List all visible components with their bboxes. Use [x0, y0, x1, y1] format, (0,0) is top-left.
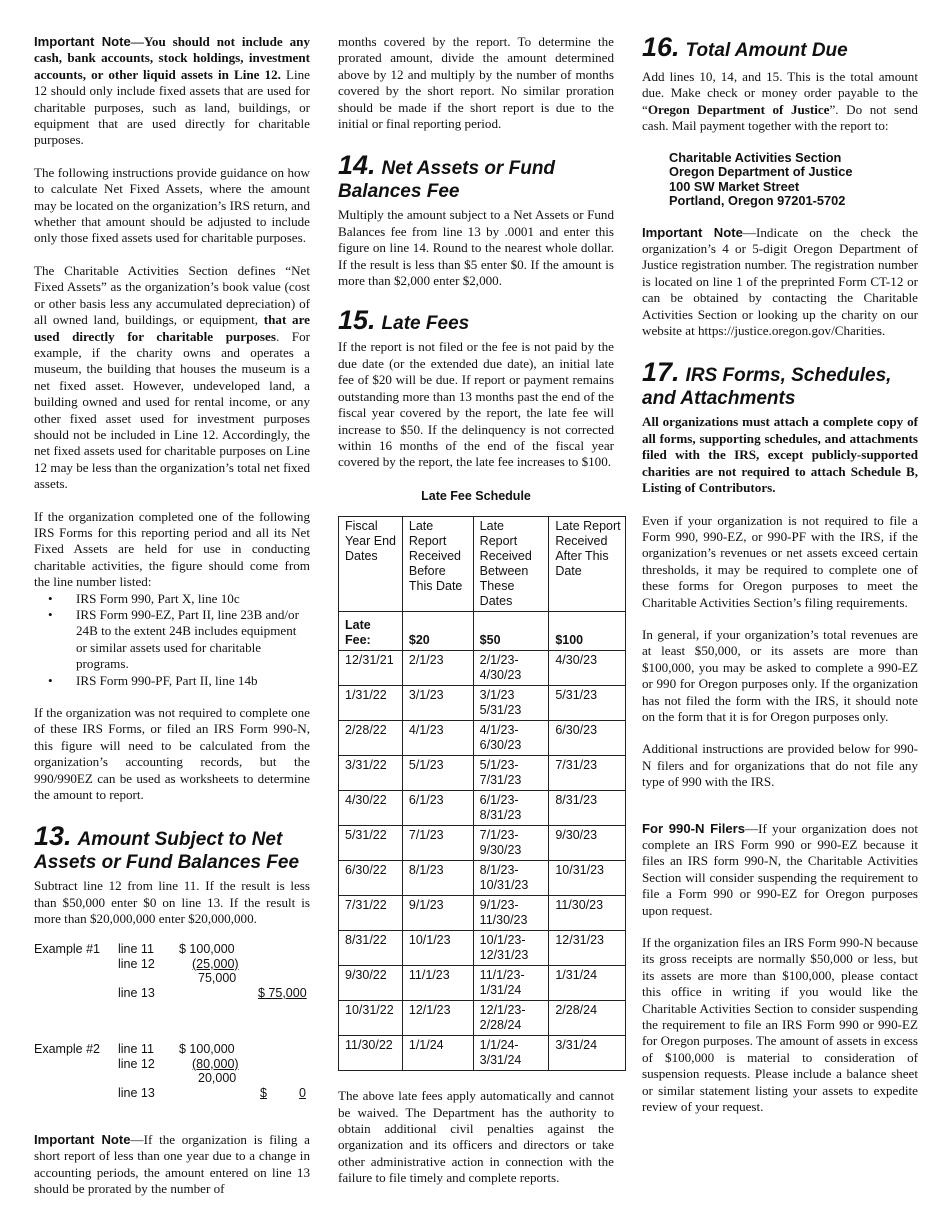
table-cell: 12/1/23- 2/28/24: [473, 1001, 549, 1036]
late-fee-schedule-table: [338, 516, 626, 1071]
section-14-heading: 14. Net Assets or Fund Balances Fee: [338, 150, 556, 203]
guidance-paragraph: The following instructions provide guidance on how to calculate Net Fixed Assets, where the amount may be located on the organization’s IRS return, and whether that amount should be adjusted to include only those fixed assets used for charitable purposes.: [34, 164, 310, 246]
table-header: Late Report Received Before This Date: [402, 517, 473, 612]
table-cell: 4/1/23- 6/30/23: [473, 721, 549, 756]
table-cell: 4/30/22: [339, 791, 403, 826]
table-cell: 5/1/23: [402, 756, 473, 791]
table-cell: 7/31/22: [339, 896, 403, 931]
short-report-continued: months covered by the report. To determine the prorated amount, divide the amount determined above by 12 and multiply by the number of months covered by the short report. No similar proration should be made if the short report is due to the initial or final reporting period.: [338, 34, 614, 132]
section-17-paragraph-2: In general, if your organization’s total revenues are at least $50,000, or its assets are more than $100,000, you may be asked to complete a 990-EZ or 990 for Oregon purposes only. If the organization has not filed the form with the IRS, it should note on the form that it is for Oregon purposes only.: [642, 626, 918, 724]
table-row: [339, 896, 626, 931]
table-header: Fiscal Year End Dates: [339, 517, 403, 612]
table-row: [339, 826, 626, 861]
table-row: [339, 931, 626, 966]
section-15-text: If the report is not filed or the fee is not paid by the due date (or the extended due date), an initial late fee of $20 will be due. If report or payment remains outstanding more than 13 months past the end of the fiscal year covered by the report, the late fee will increase to $50. If the delinquency is not corrected within 16 months of the end of the fiscal year covered by the report, the late fee increases to $100.: [338, 339, 614, 470]
section-17-bold-text: All organizations must attach a complete copy of all forms, supporting schedules, and attachments filed with the IRS, except publicly-supported charities are not required to attach Schedule B, Listing of Contributors.: [642, 414, 918, 496]
table-cell: 9/30/22: [339, 966, 403, 1001]
irs-forms-list: [34, 591, 310, 689]
table-cell: 10/31/22: [339, 1001, 403, 1036]
important-note-registration: Important Note—Indicate on the check the organization’s 4 or 5-digit Oregon Department of Justice registration number. The registration number is located on line 1 of the preprinted Form CT-12 or can be obtained by contacting the Charitable Activities Section or looking up the charity on our website at https://justice.oregon.gov/Charities.: [642, 224, 919, 339]
table-cell: 11/30/22: [339, 1036, 403, 1071]
table-cell: 7/1/23- 9/30/23: [473, 826, 549, 861]
table-cell: 9/30/23: [549, 826, 626, 861]
table-row: [339, 651, 626, 686]
important-note-liquid-assets: Important Note—You should not include any cash, bank accounts, stock holdings, investment accounts, or other liquid assets in Line 12. Line 12 should only include fixed assets that are used for charitable purposes, such as land, buildings, or equipment that are used directly for charitable purposes.: [34, 34, 310, 148]
table-cell: 7/1/23: [402, 826, 473, 861]
table-cell: 8/1/23: [402, 861, 473, 896]
table-row: [339, 861, 626, 896]
table-row: [339, 721, 626, 756]
table-row: [339, 1001, 626, 1036]
section-17-paragraph-1: Even if your organization is not required to file a Form 990, 990-EZ, or 990-PF with the IRS, if the organization’s revenues or net assets exceed certain thresholds, it may be required to complete one of these forms for Oregon purposes to meet the Charitable Activities Section’s filing requirements.: [642, 512, 918, 610]
net-fixed-assets-definition: The Charitable Activities Section defines “Net Fixed Assets” as the organization’s book value (cost or other basis less any accumulated depreciation) of all owned land, buildings, or equipment, that are used directly for charitable purposes. For example, if the charity owns and operates a museum, the building that houses the museum is a net fixed asset. However, undeveloped land, a building owned and used for rental income, or any other fixed asset used for investment purposes should not be included in Line 12. Accordingly, the net fixed assets used for charitable purposes on Line 12 may be less than the organization’s total net fixed assets.: [34, 262, 310, 492]
table-cell: 3/1/23: [402, 686, 473, 721]
table-header: Late Report Received After This Date: [549, 517, 626, 612]
table-cell: 2/28/22: [339, 721, 403, 756]
table-cell: 3/1/23 5/31/23: [473, 686, 549, 721]
column-left: [34, 34, 310, 1197]
table-cell: 5/31/22: [339, 826, 403, 861]
table-cell: $100: [549, 612, 626, 651]
column-middle: [338, 34, 621, 1187]
table-cell: 9/1/23: [402, 896, 473, 931]
table-cell: Late Fee:: [339, 612, 403, 651]
table-cell: 6/30/23: [549, 721, 626, 756]
table-cell: 3/31/22: [339, 756, 403, 791]
table-cell: 12/1/23: [402, 1001, 473, 1036]
column-right: [642, 34, 918, 1116]
section-13-heading: 13. Amount Subject to Net Assets or Fund Balances Fee: [34, 821, 300, 874]
table-cell: 5/1/23- 7/31/23: [473, 756, 549, 791]
table-cell: 9/1/23- 11/30/23: [473, 896, 549, 931]
table-cell: 12/31/21: [339, 651, 403, 686]
section-17-paragraph-3: Additional instructions are provided below for 990-N filers and for organizations that do not file any type of 990 with the IRS.: [642, 741, 918, 790]
table-header-row: [339, 517, 626, 612]
table-cell: 10/1/23- 12/31/23: [473, 931, 549, 966]
late-fees-waiver-text: The above late fees apply automatically and cannot be waived. The Department has the authority to obtain additional civil penalties against the organization and its officers and directors or take other administrative action in connection with the failure to file timely and complete reports.: [338, 1088, 614, 1186]
section-14-text: Multiply the amount subject to a Net Assets or Fund Balances fee from line 13 by .0001 and enter this figure on line 14. Round to the nearest whole dollar. If the result is less than $5 enter $0. If the amount is more than $2,000 enter $2,000.: [338, 207, 614, 289]
table-cell: 8/31/23: [549, 791, 626, 826]
table-row: [339, 756, 626, 791]
example-2: Example #2 line 11 line 12 line 13 $ 100,000 (80,000) 20,000 $ 0: [34, 1041, 306, 1100]
table-row: [339, 791, 626, 826]
irs-forms-paragraph: If the organization completed one of the following IRS Forms for this reporting period and all its Net Fixed Assets are held for use in conducting charitable activities, the figure should come from the line number listed:: [34, 508, 310, 590]
table-cell: 8/1/23- 10/31/23: [473, 861, 549, 896]
table-row: [339, 686, 626, 721]
important-note-short-report: Important Note—If the organization is filing a short report of less than one year due to a change in accounting periods, the amount entered on line 13 should be prorated by the number of: [34, 1131, 310, 1196]
section-15-heading: 15. Late Fees: [338, 305, 470, 336]
table-header: Late Report Received Between These Dates: [473, 517, 549, 612]
table-cell: 1/1/24: [402, 1036, 473, 1071]
late-fee-row: [339, 612, 626, 651]
990n-filers-paragraph: For 990-N Filers—If your organization does not complete an IRS Form 990 or 990-EZ because it files an IRS form 990-N, the Charitable Activities Section will consider suspending the requirement to file a Form 990 or 990-EZ for Oregon purposes upon request.: [642, 820, 918, 918]
list-item: • IRS Form 990-PF, Part II, line 14b: [76, 673, 310, 689]
table-row: [339, 1036, 626, 1071]
table-cell: 11/1/23- 1/31/24: [473, 966, 549, 1001]
table-cell: 2/1/23: [402, 651, 473, 686]
example-1: Example #1 line 11 line 12 line 13 $ 100,000 (25,000) 75,000 $ 75,000: [34, 941, 307, 1000]
table-cell: 10/1/23: [402, 931, 473, 966]
section-16-heading: 16. Total Amount Due: [642, 32, 848, 62]
table-cell: 7/31/23: [549, 756, 626, 791]
table-cell: 2/1/23- 4/30/23: [473, 651, 549, 686]
table-cell: 1/31/24: [549, 966, 626, 1001]
table-cell: 4/30/23: [549, 651, 626, 686]
table-cell: 1/31/22: [339, 686, 403, 721]
table-cell: 1/1/24- 3/31/24: [473, 1036, 549, 1071]
table-cell: 4/1/23: [402, 721, 473, 756]
table-cell: 11/1/23: [402, 966, 473, 1001]
table-cell: 3/31/24: [549, 1036, 626, 1071]
section-16-text: Add lines 10, 14, and 15. This is the total amount due. Make check or money order payable to the “Oregon Department of Justice”. Do not send cash. Mail payment together with the report to:: [642, 69, 918, 134]
table-cell: 5/31/23: [549, 686, 626, 721]
section-13-text: Subtract line 12 from line 11. If the result is less than $50,000 enter $0 on line 13. If the result is more than $20,000,000 enter $20,000,000.: [34, 878, 310, 927]
not-required-paragraph: If the organization was not required to complete one of these IRS Forms, or filed an IRS Form 990-N, this figure will need to be calculated from the organization’s accounting records, but the 990/990EZ can be used as worksheets to determine the amount to report.: [34, 705, 310, 803]
table-cell: 8/31/22: [339, 931, 403, 966]
table-cell: 11/30/23: [549, 896, 626, 931]
table-cell: 2/28/24: [549, 1001, 626, 1036]
fee-rows: [339, 651, 626, 1071]
table-cell: $50: [473, 612, 549, 651]
list-item: • IRS Form 990-EZ, Part II, line 23B and/or 24B to the extent 24B includes equipment or similar assets used for charitable programs.: [76, 607, 310, 673]
table-cell: 6/1/23- 8/31/23: [473, 791, 549, 826]
table-cell: 6/1/23: [402, 791, 473, 826]
table-cell: 10/31/23: [549, 861, 626, 896]
section-17-heading: 17. IRS Forms, Schedules, and Attachments: [642, 357, 892, 410]
mailing-address: Charitable Activities Section Oregon Department of Justice 100 SW Market Street Portland, Oregon 97201-5702: [669, 149, 853, 209]
table-cell: $20: [402, 612, 473, 651]
table-row: [339, 966, 626, 1001]
list-item: • IRS Form 990, Part X, line 10c: [76, 591, 310, 607]
late-fee-schedule-title: Late Fee Schedule: [421, 488, 531, 503]
990n-assets-paragraph: If the organization files an IRS Form 990-N because its gross receipts are normally $50,000 or less, but its assets are more than $100,000, please contact this office in writing if you would like the Charitable Activities Section to consider suspending the requirement to file an IRS Form 990 or 990-EZ for Oregon purposes. The amount of assets in excess of $100,000 is material to consideration of suspension requests. Please include a balance sheet or similar statement listing your assets to expedite review of your request.: [642, 935, 918, 1115]
table-cell: 12/31/23: [549, 931, 626, 966]
table-cell: 6/30/22: [339, 861, 403, 896]
